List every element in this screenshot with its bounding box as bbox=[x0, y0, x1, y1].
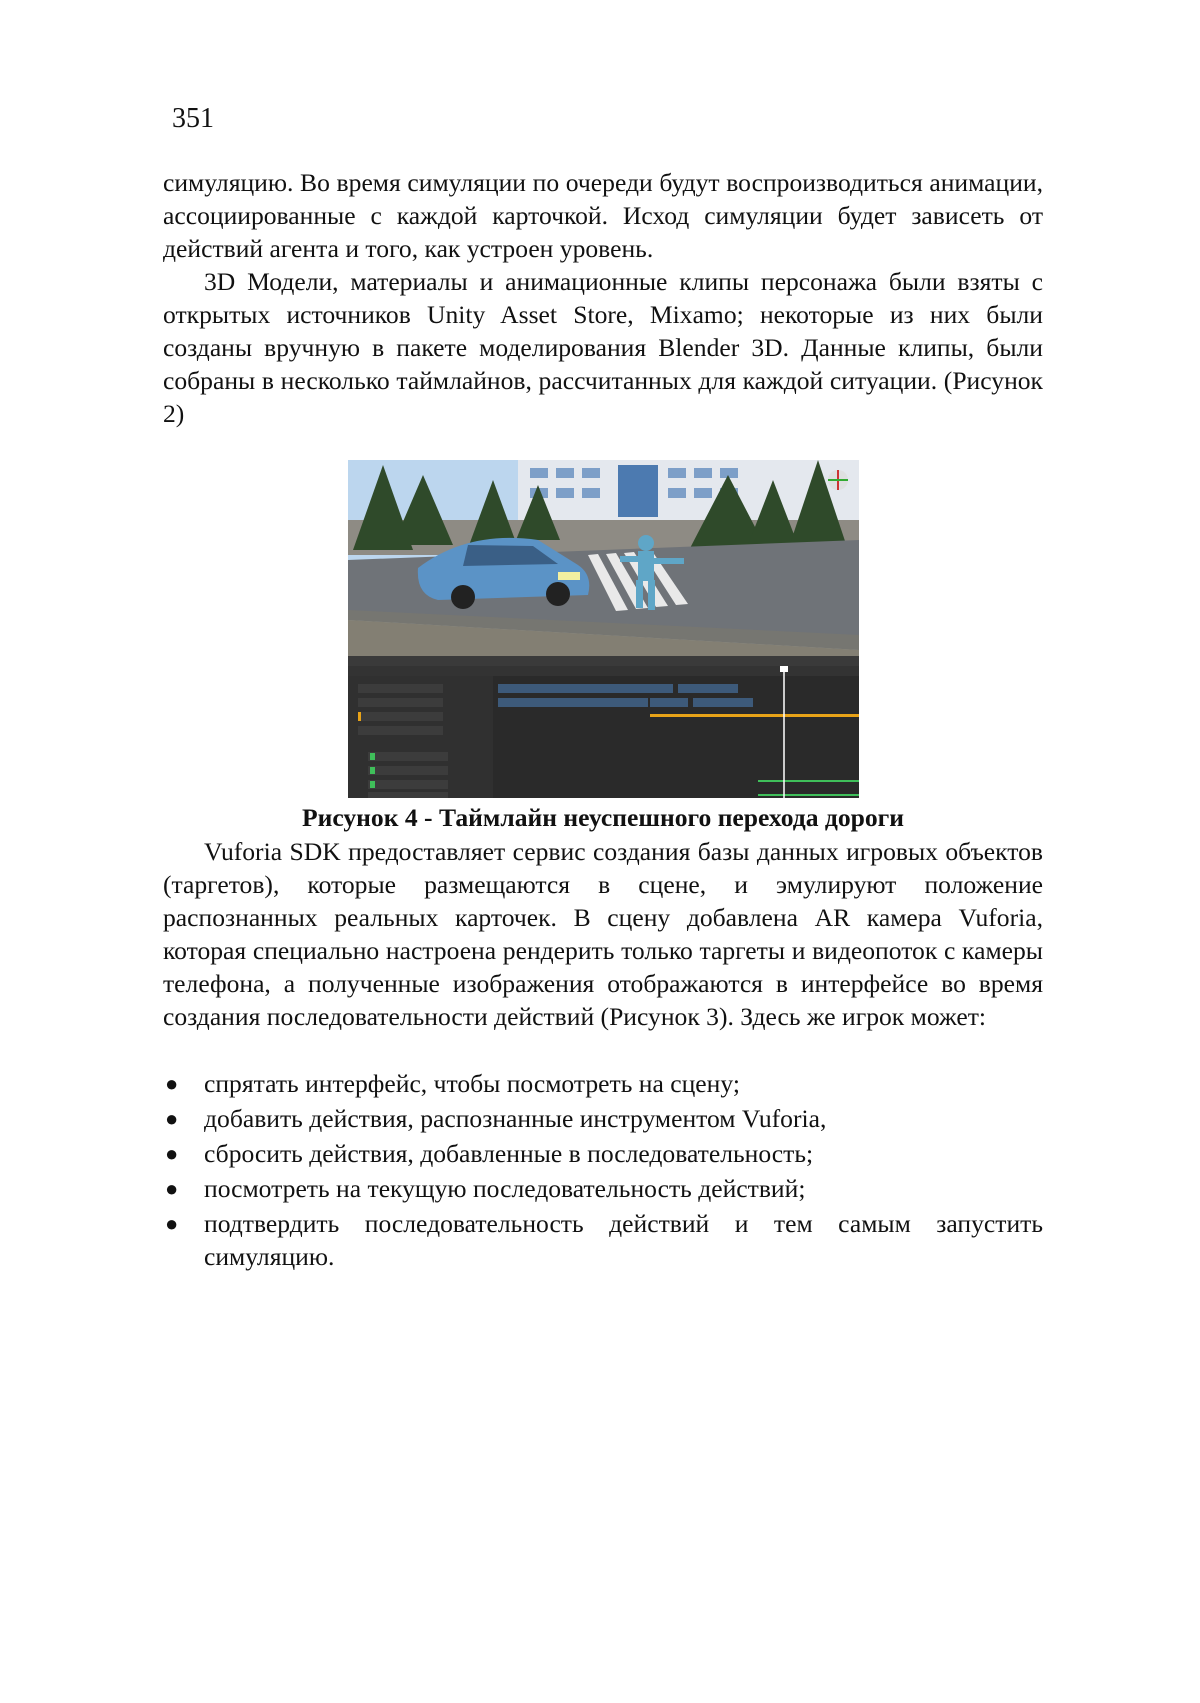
paragraph-continuation bbox=[163, 166, 1043, 265]
timeline-window bbox=[348, 656, 859, 798]
page-number: 351 bbox=[172, 105, 214, 133]
bullet-icon: ● bbox=[165, 1067, 178, 1100]
list-item: ● подтвердить последовательность действий и тем самым запустить симуляцию. bbox=[163, 1207, 1043, 1273]
bullet-icon: ● bbox=[165, 1137, 178, 1170]
bullet-list bbox=[163, 1067, 1043, 1275]
list-item: ● посмотреть на текущую последовательность действий; bbox=[163, 1172, 1043, 1205]
scene-gizmo-icon bbox=[828, 470, 848, 490]
list-item: ● спрятать интерфейс, чтобы посмотреть на сцену; bbox=[163, 1067, 1043, 1100]
paragraph-3: Vuforia SDK предоставляет сервис создания базы данных игровых объектов (таргетов), которые размещаются в сцене, и эмулируют положение распознанных реальных карточек. В сцену добавлена AR камера Vuforia, которая специально настроена рендерить только таргеты и видеопоток с камеры телефона, а полученные изображения отображаются в интерфейсе во время создания последовательности действий (Рисунок 3). Здесь же игрок может: bbox=[163, 835, 1043, 1033]
bullet-icon: ● bbox=[165, 1172, 178, 1205]
list-item: ● добавить действия, распознанные инструментом Vuforia, bbox=[163, 1102, 1043, 1135]
figure-timeline-screenshot bbox=[348, 460, 859, 798]
list-item: ● сбросить действия, добавленные в последовательность; bbox=[163, 1137, 1043, 1170]
paragraph-2: 3D Модели, материалы и анимационные клипы персонажа были взяты с открытых источников Unity Asset Store, Mixamo; некоторые из них были созданы вручную в пакете моделирования Blender 3D. Данные клипы, были собраны в несколько таймлайнов, рассчитанных для каждой ситуации. (Рисунок 2) bbox=[163, 265, 1043, 430]
paragraph-vuforia bbox=[163, 835, 1043, 1033]
bullet-icon: ● bbox=[165, 1207, 178, 1240]
paragraph-assets bbox=[163, 265, 1043, 430]
scene-viewport bbox=[348, 460, 859, 656]
figure-caption: Рисунок 4 - Таймлайн неуспешного перехода дороги bbox=[163, 803, 1043, 833]
paragraph-1: симуляцию. Во время симуляции по очереди будут воспроизводиться анимации, ассоциированные с каждой карточкой. Исход симуляции будет зависеть от действий агента и того, как устроен уровень. bbox=[163, 166, 1043, 265]
figure-illustration bbox=[348, 460, 859, 798]
bullet-icon: ● bbox=[165, 1102, 178, 1135]
